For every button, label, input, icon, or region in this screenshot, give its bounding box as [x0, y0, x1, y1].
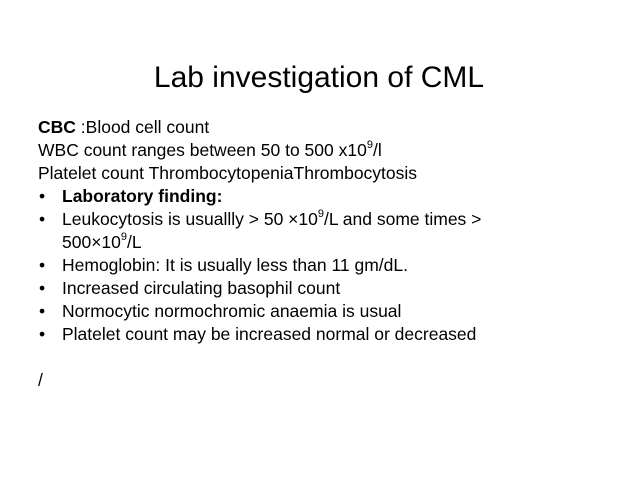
bullet-item-laboratory-finding [38, 185, 628, 208]
leukocytosis-text-end: /L and some times > [323, 209, 482, 229]
cbc-description: :Blood cell count [75, 117, 210, 137]
cbc-label: CBC [38, 117, 76, 137]
wbc-text: WBC count ranges between 50 to 500 x10 [38, 140, 367, 160]
leukocytosis-value: 500×10 [62, 232, 121, 252]
cbc-line [38, 116, 628, 139]
bullet-marker: • [39, 324, 46, 344]
leukocytosis-value-exponent: 9 [120, 231, 128, 244]
bullet-text: Increased circulating basophil count [62, 278, 341, 298]
bullet-marker: • [39, 186, 46, 206]
platelet-line: Platelet count ThrombocytopeniaThrombocytosis [38, 163, 418, 183]
bullet-item-platelet-count [38, 323, 628, 346]
bullet-text: Laboratory finding: [62, 186, 223, 206]
bullet-marker: • [39, 278, 46, 298]
wbc-exponent: 9 [366, 139, 373, 152]
spacer [38, 346, 628, 369]
slide-content [38, 116, 628, 392]
bullet-marker: • [39, 255, 46, 275]
bullet-text: Platelet count may be increased normal or decreased [62, 324, 477, 344]
leukocytosis-value-unit: /L [127, 232, 142, 252]
bullet-text-line-2 [62, 231, 628, 254]
slide-title: Lab investigation of CML [153, 61, 485, 94]
bullet-text: Hemoglobin: It is usually less than 11 gm/dL. [62, 255, 408, 275]
leukocytosis-text: Leukocytosis is usuallly > 50 ×10 [62, 209, 318, 229]
wbc-line [38, 139, 628, 162]
wbc-unit: /l [372, 140, 382, 160]
bullet-item-basophil [38, 277, 628, 300]
bullet-item-anaemia [38, 300, 628, 323]
bullet-marker: • [39, 209, 46, 229]
bullet-item-leukocytosis [38, 208, 628, 254]
bullet-marker: • [39, 301, 46, 321]
bullet-text-line-1 [62, 208, 628, 231]
bullet-item-hemoglobin [38, 254, 628, 277]
leukocytosis-exponent: 9 [317, 208, 324, 221]
trailing-slash: / [38, 370, 43, 390]
bullet-text: Normocytic normochromic anaemia is usual [62, 301, 402, 321]
